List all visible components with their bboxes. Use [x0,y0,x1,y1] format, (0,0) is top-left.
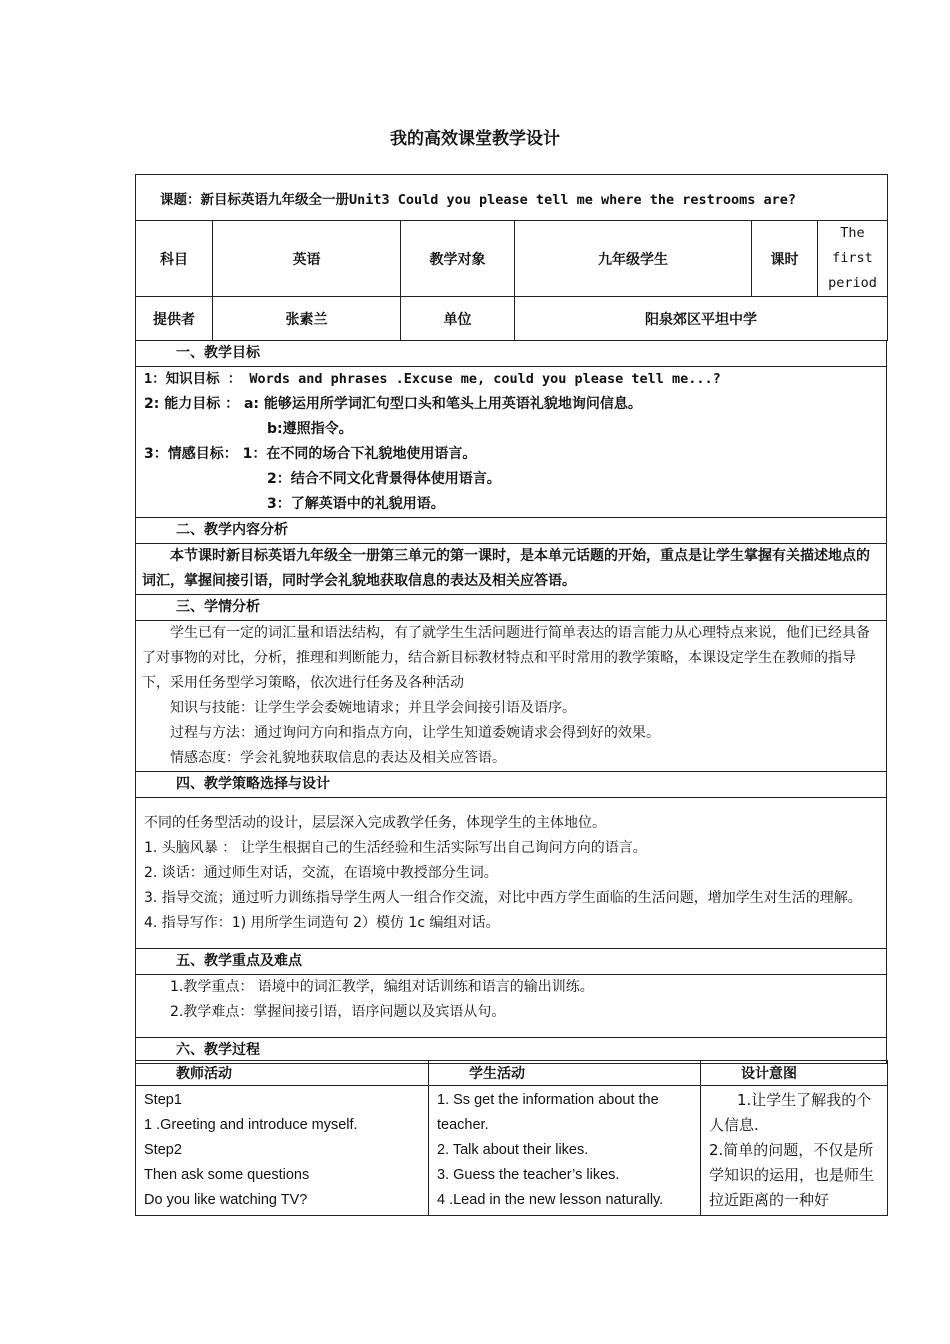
intent-line: 2.简单的问题，不仅是所学知识的运用，也是师生拉近距离的一种好 [709,1141,875,1209]
period-value [818,221,888,297]
goal-line: 3：了解英语中的礼貌用语。 [267,496,445,512]
provider-value: 张素兰 [213,297,401,341]
process-table [135,1060,888,1216]
teacher-line: Step2 [144,1142,182,1158]
student-line: 3. Guess the teacher’s likes. [437,1167,620,1183]
topic-cell [136,175,888,221]
goal-line: 2: 能力目标 ： a: 能够运用所学词汇句型口头和笔头上用英语礼貌地询问信息。 [144,396,642,412]
strategy-line: 1. 头脑风暴 ： 让学生根据自己的生活经验和生活实际写出自己询问方向的语言。 [144,839,647,856]
content-text: 本节课时新目标英语九年级全一册第三单元的第一课时，是本单元话题的开始，重点是让学生掌握有关描述地点的词汇，掌握间接引语，同时学会礼貌地获取信息的表达及相关应答语。 [142,548,870,589]
student-line: 1. Ss get the information about the teacher. [437,1092,659,1133]
strategy-heading: 四、教学策略选择与设计 [136,772,887,798]
teacher-line: Do you like watching TV? [144,1192,308,1208]
students-para: 学生已有一定的词汇量和语法结构，有了就学生生活问题进行简单表达的语言能力从心理特点来说，他们已经具备了对事物的对比，分析，推理和判断能力，结合新目标教材特点和平时常用的教学策略，本课设定学生在教师的指导下，采用任务型学习策略，依次进行任务及各种活动 [142,625,870,691]
goals-heading: 一、教学目标 [136,341,887,367]
strategy-line: 4. 指导写作：1) 用所学生词造句 2）模仿 1c 编组对话。 [144,914,500,931]
keypoint-line: 1.教学重点： 语境中的词汇教学，编组对话训练和语言的输出训练。 [170,979,594,995]
strategy-line: 不同的任务型活动的设计，层层深入完成教学任务，体现学生的主体地位。 [144,814,606,831]
col-teacher-header: 教师活动 [136,1061,429,1086]
subject-label: 科目 [136,221,213,297]
students-heading: 三、学情分析 [136,595,887,621]
unit-label: 单位 [401,297,515,341]
students-body [136,621,887,772]
subject-value: 英语 [213,221,401,297]
content-heading: 二、教学内容分析 [136,518,887,544]
topic-text: 课题：新目标英语九年级全一册Unit3 Could you please tell me where the restrooms are? [160,191,797,208]
goal-line: 2：结合不同文化背景得体使用语言。 [267,471,501,487]
students-line: 过程与方法：通过询问方向和指点方向，让学生知道委婉请求会得到好的效果。 [170,725,660,741]
students-line: 知识与技能：让学生学会委婉地请求；并且学会间接引语及语序。 [170,700,576,716]
intent-line: 1.让学生了解我的个人信息. [709,1091,872,1134]
keypoints-heading: 五、教学重点及难点 [136,949,887,975]
provider-label: 提供者 [136,297,213,341]
teacher-line: Then ask some questions [144,1167,310,1183]
process-heading: 六、教学过程 [136,1038,887,1064]
goal-line: b:遵照指令。 [267,421,353,437]
unit-value: 阳泉郊区平坦中学 [515,297,888,341]
target-value: 九年级学生 [515,221,752,297]
page-title: 我的高效课堂教学设计 [390,129,560,149]
student-line: 2. Talk about their likes. [437,1142,589,1158]
keypoint-line: 2.教学难点：掌握间接引语，语序问题以及宾语从句。 [170,1004,506,1020]
col-intent-header: 设计意图 [701,1061,888,1086]
info-table [135,174,888,341]
period-word-1: The [840,225,865,241]
keypoints-body [136,975,887,1038]
strategy-body [136,798,887,949]
content-body [136,544,887,595]
col-student-header: 学生活动 [429,1061,701,1086]
strategy-line: 3. 指导交流；通过听力训练指导学生两人一组合作交流，对比中西方学生面临的生活问题，增加学生对生活的理解。 [144,889,862,906]
teacher-activities [136,1086,429,1216]
strategy-line: 2. 谈话：通过师生对话，交流，在语境中教授部分生词。 [144,864,498,881]
goal-line: 1：知识目标 ： Words and phrases .Excuse me, could you please tell me...? [144,371,721,387]
student-line: 4 .Lead in the new lesson naturally. [437,1192,664,1208]
teacher-line: Step1 [144,1092,182,1108]
teacher-line: 1 .Greeting and introduce myself. [144,1117,358,1133]
sections-table [135,340,887,1064]
goals-body [136,367,887,518]
period-word-2: first [832,250,873,266]
goal-line: 3：情感目标： 1：在不同的场合下礼貌地使用语言。 [144,446,477,462]
student-activities [429,1086,701,1216]
period-label: 课时 [752,221,818,297]
students-line: 情感态度：学会礼貌地获取信息的表达及相关应答语。 [170,750,506,766]
target-label: 教学对象 [401,221,515,297]
period-word-3: period [828,275,877,291]
design-intent [701,1086,888,1216]
